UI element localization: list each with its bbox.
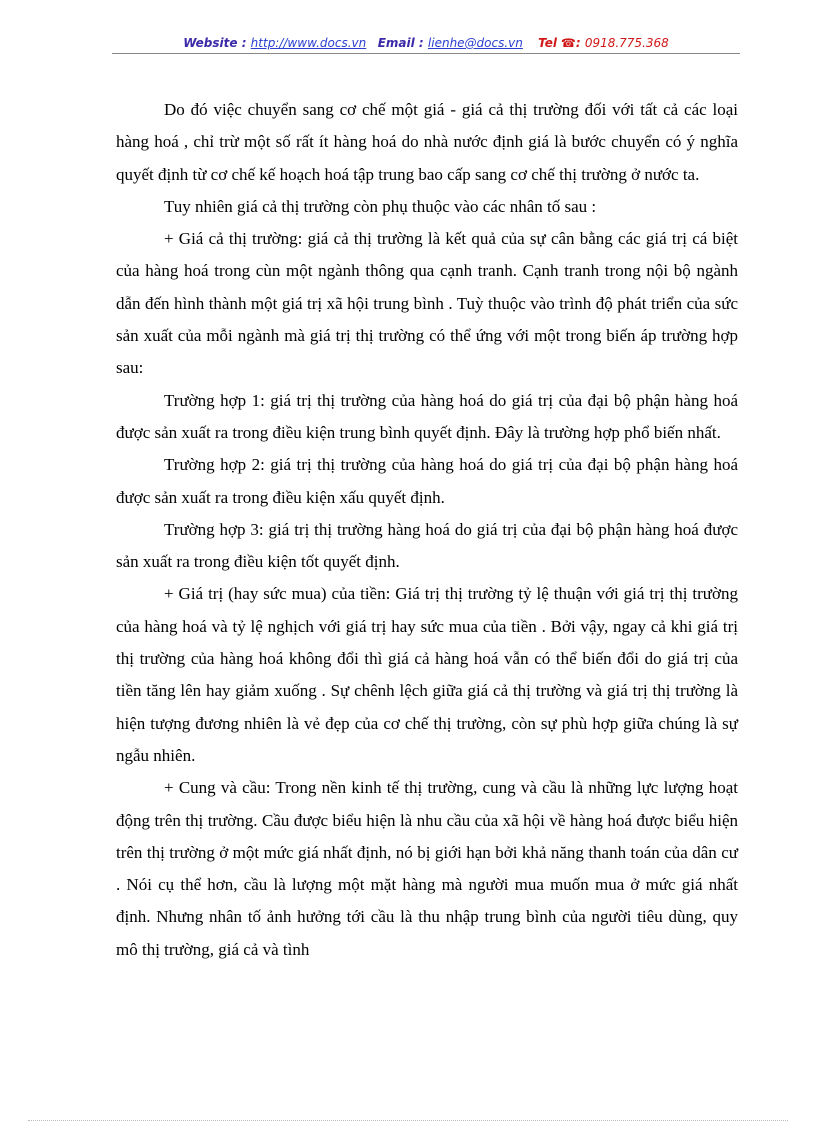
website-label: Website bbox=[183, 36, 238, 50]
footer-divider bbox=[28, 1120, 788, 1121]
paragraph: Trường hợp 3: giá trị thị trường hàng hoá do giá trị của đại bộ phận hàng hoá được sản xuất ra trong điều kiện tốt quyết định. bbox=[116, 519, 738, 572]
document-body bbox=[116, 94, 738, 966]
website-link[interactable]: http://www.docs.vn bbox=[250, 36, 367, 50]
paragraph: + Cung và cầu: Trong nền kinh tế thị trường, cung và cầu là những lực lượng hoạt động trên thị trường. Cầu được biểu hiện là nhu cầu của xã hội về hàng hoá được biểu hiện trên thị trường ở một mức giá nhất định, nó bị giới hạn bởi khả năng thanh toán của dân cư . Nói cụ thể hơn, cầu là lượng một mặt hàng mà người mua muốn mua ở mức giá nhất định. Nhưng nhân tố ảnh hưởng tới cầu là thu nhập trung bình của người tiêu dùng, quy mô thị trường, giá cả và tình bbox=[116, 778, 738, 959]
paragraph: + Giá cả thị trường: giá cả thị trường là kết quả của sự cân bằng các giá trị cá biệt của hàng hoá trong cùn một ngành thông qua cạnh tranh. Cạnh tranh trong nội bộ ngành dẫn đến hình thành một giá trị xã hội trung bình . Tuỳ thuộc vào trình độ phát triển của sức sản xuất của mỗi ngành mà giá trị thị trường có thể ứng với một trong biến áp trường hợp sau: bbox=[116, 229, 738, 378]
tel-label: Tel bbox=[538, 36, 558, 50]
email-label: Email bbox=[377, 36, 415, 50]
paragraph: Tuy nhiên giá cả thị trường còn phụ thuộc vào các nhân tố sau : bbox=[164, 196, 597, 216]
website-separator: : bbox=[237, 36, 251, 50]
telephone-icon: ☎ bbox=[560, 36, 576, 50]
page-header bbox=[112, 36, 740, 50]
tel-value: 0918.775.368 bbox=[584, 36, 669, 50]
email-link[interactable]: lienhe@docs.vn bbox=[427, 36, 523, 50]
paragraph: Do đó việc chuyển sang cơ chế một giá - giá cả thị trường đối với tất cả các loại hàng hoá , chỉ trừ một số rất ít hàng hoá do nhà nước định giá là bước chuyển có ý nghĩa quyết định từ cơ chế kế hoạch hoá tập trung bao cấp sang cơ chế thị trường ở nước ta. bbox=[116, 100, 738, 184]
email-separator: : bbox=[414, 36, 428, 50]
paragraph: + Giá trị (hay sức mua) của tiền: Giá trị thị trường tỷ lệ thuận với giá trị thị trường của hàng hoá và tỷ lệ nghịch với giá trị hay sức mua của tiền . Bởi vậy, ngay cả khi giá trị thị trường của hàng hoá không đổi thì giá cả hàng hoá vẫn có thể biến đổi do giá trị của tiền tăng lên hay giảm xuống . Sự chênh lệch giữa giá cả thị trường và giá trị thị trường là hiện tượng đương nhiên là vẻ đẹp của cơ chế thị trường, còn sự phù hợp giữa chúng là sự ngẫu nhiên. bbox=[116, 584, 738, 765]
paragraph: Trường hợp 1: giá trị thị trường của hàng hoá do giá trị của đại bộ phận hàng hoá được sản xuất ra trong điều kiện trung bình quyết định. Đây là trường hợp phổ biến nhất. bbox=[116, 390, 738, 442]
tel-separator: : bbox=[575, 36, 585, 50]
paragraph: Trường hợp 2: giá trị thị trường của hàng hoá do giá trị của đại bộ phận hàng hoá được sản xuất ra trong điều kiện xấu quyết định. bbox=[116, 455, 738, 507]
header-divider bbox=[112, 53, 740, 54]
